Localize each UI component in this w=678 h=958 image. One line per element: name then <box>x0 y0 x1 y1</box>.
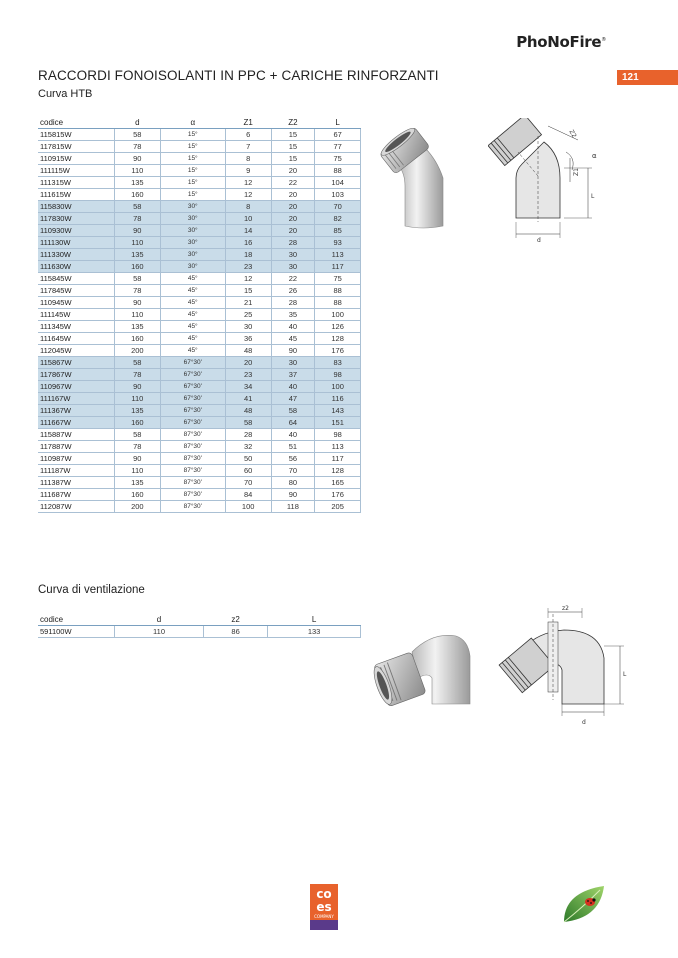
htb-table-cell: 40 <box>271 429 315 441</box>
htb-table-cell: 110945W <box>38 297 115 309</box>
htb-table-cell: 165 <box>315 477 361 489</box>
htb-table-cell: 15 <box>271 129 315 141</box>
htb-table-cell: 126 <box>315 321 361 333</box>
htb-drawing-label-z1: Z1 <box>573 168 580 176</box>
htb-table-header-cell: L <box>315 116 361 129</box>
htb-table-row <box>38 441 361 453</box>
htb-table-cell: 45° <box>160 297 225 309</box>
htb-table-cell: 26 <box>271 285 315 297</box>
htb-table-cell: 70 <box>315 201 361 213</box>
htb-table-cell: 67°30' <box>160 393 225 405</box>
ventilation-table-cell: 86 <box>204 626 268 638</box>
htb-table-row <box>38 153 361 165</box>
htb-table-cell: 87°30' <box>160 453 225 465</box>
htb-table-cell: 117 <box>315 261 361 273</box>
htb-table-cell: 40 <box>271 381 315 393</box>
htb-table-cell: 111367W <box>38 405 115 417</box>
ventilation-table-header <box>38 613 361 626</box>
htb-table-row <box>38 321 361 333</box>
htb-table-cell: 30 <box>271 249 315 261</box>
htb-table-cell: 15° <box>160 141 225 153</box>
htb-table-cell: 93 <box>315 237 361 249</box>
htb-drawing-label-d: d <box>537 237 541 244</box>
htb-table-cell: 115867W <box>38 357 115 369</box>
htb-table-row <box>38 333 361 345</box>
htb-table-cell: 90 <box>115 153 161 165</box>
htb-drawing-label-alpha: α <box>592 152 597 160</box>
htb-table-cell: 45° <box>160 333 225 345</box>
htb-table-cell: 12 <box>225 189 271 201</box>
htb-table-cell: 100 <box>315 381 361 393</box>
htb-table-cell: 23 <box>225 369 271 381</box>
htb-table-row <box>38 357 361 369</box>
htb-table-cell: 45° <box>160 309 225 321</box>
htb-table-cell: 35 <box>271 309 315 321</box>
htb-table-cell: 115887W <box>38 429 115 441</box>
htb-table-cell: 111330W <box>38 249 115 261</box>
htb-table-cell: 128 <box>315 333 361 345</box>
htb-table-cell: 135 <box>115 249 161 261</box>
htb-table-cell: 117867W <box>38 369 115 381</box>
htb-table-header-cell: d <box>115 116 161 129</box>
page-title: RACCORDI FONOISOLANTI IN PPC + CARICHE RINFORZANTI <box>38 68 439 83</box>
brand-registered-mark: ® <box>601 37 606 43</box>
htb-table-cell: 78 <box>115 141 161 153</box>
htb-table-cell: 67°30' <box>160 405 225 417</box>
htb-table-cell: 200 <box>115 501 161 513</box>
htb-table-cell: 111187W <box>38 465 115 477</box>
htb-table-cell: 110930W <box>38 225 115 237</box>
htb-table-cell: 20 <box>271 201 315 213</box>
htb-table-cell: 111130W <box>38 237 115 249</box>
htb-table-row <box>38 369 361 381</box>
htb-table-cell: 117815W <box>38 141 115 153</box>
htb-table-cell: 41 <box>225 393 271 405</box>
htb-table-cell: 113 <box>315 249 361 261</box>
htb-table-cell: 88 <box>315 165 361 177</box>
htb-table-row <box>38 405 361 417</box>
htb-table-cell: 32 <box>225 441 271 453</box>
page-number-badge: 121 <box>617 70 678 85</box>
htb-table-header-cell: codice <box>38 116 115 129</box>
htb-table-row <box>38 201 361 213</box>
ventilation-table-header-cell: codice <box>38 613 115 626</box>
htb-table-cell: 143 <box>315 405 361 417</box>
htb-table-cell: 56 <box>271 453 315 465</box>
htb-table-cell: 111145W <box>38 309 115 321</box>
htb-table-cell: 110967W <box>38 381 115 393</box>
htb-table-cell: 115830W <box>38 201 115 213</box>
htb-table-cell: 87°30' <box>160 465 225 477</box>
htb-table-cell: 176 <box>315 489 361 501</box>
htb-table-row <box>38 453 361 465</box>
htb-table-cell: 90 <box>115 297 161 309</box>
htb-table-row <box>38 177 361 189</box>
htb-table-cell: 15° <box>160 165 225 177</box>
htb-table-cell: 15 <box>271 141 315 153</box>
htb-table-cell: 30° <box>160 237 225 249</box>
htb-table-cell: 15° <box>160 129 225 141</box>
htb-table-cell: 111687W <box>38 489 115 501</box>
htb-table-cell: 135 <box>115 321 161 333</box>
htb-table-cell: 15° <box>160 153 225 165</box>
ventilation-table-cell: 133 <box>268 626 361 638</box>
htb-table-header-cell: Z1 <box>225 116 271 129</box>
htb-table-cell: 111645W <box>38 333 115 345</box>
coes-logo-line3: COMPANY <box>314 914 334 919</box>
ventilation-table-body <box>38 626 361 638</box>
htb-table-cell: 111387W <box>38 477 115 489</box>
ventilation-table-header-cell: L <box>268 613 361 626</box>
htb-table-cell: 200 <box>115 345 161 357</box>
htb-table-cell: 110987W <box>38 453 115 465</box>
htb-table-cell: 116 <box>315 393 361 405</box>
htb-table-cell: 12 <box>225 177 271 189</box>
htb-table-cell: 58 <box>115 273 161 285</box>
htb-table-cell: 45° <box>160 273 225 285</box>
htb-table-row <box>38 261 361 273</box>
htb-table-row <box>38 297 361 309</box>
htb-table-row <box>38 501 361 513</box>
ventilation-table-header-cell: d <box>115 613 204 626</box>
htb-table-cell: 7 <box>225 141 271 153</box>
htb-table-cell: 45° <box>160 321 225 333</box>
htb-table-cell: 87°30' <box>160 489 225 501</box>
htb-table-cell: 75 <box>315 273 361 285</box>
htb-table-cell: 67°30' <box>160 417 225 429</box>
htb-table-row <box>38 465 361 477</box>
ventilation-table <box>38 613 361 638</box>
htb-table-cell: 58 <box>271 405 315 417</box>
htb-table-cell: 67°30' <box>160 381 225 393</box>
htb-table-row <box>38 393 361 405</box>
htb-table-cell: 58 <box>115 201 161 213</box>
htb-table-cell: 30° <box>160 249 225 261</box>
htb-table-row <box>38 165 361 177</box>
htb-table-cell: 75 <box>315 153 361 165</box>
htb-table-cell: 48 <box>225 345 271 357</box>
ventilation-table-cell: 591100W <box>38 626 115 638</box>
brand-logo <box>516 33 606 51</box>
htb-table-cell: 30° <box>160 225 225 237</box>
htb-table-row <box>38 129 361 141</box>
htb-table-row <box>38 345 361 357</box>
htb-table-header-cell: Z2 <box>271 116 315 129</box>
htb-table-cell: 135 <box>115 405 161 417</box>
htb-table-cell: 30 <box>225 321 271 333</box>
htb-table-row <box>38 309 361 321</box>
htb-table-cell: 78 <box>115 369 161 381</box>
htb-table-cell: 34 <box>225 381 271 393</box>
htb-table-cell: 20 <box>271 213 315 225</box>
htb-table-cell: 80 <box>271 477 315 489</box>
htb-table <box>38 116 361 513</box>
ventilation-drawing-label-l: L <box>623 671 627 678</box>
ventilation-section-title: Curva di ventilazione <box>38 584 145 596</box>
htb-table-cell: 100 <box>315 309 361 321</box>
htb-table-cell: 90 <box>115 381 161 393</box>
htb-table-cell: 160 <box>115 489 161 501</box>
htb-table-cell: 28 <box>271 297 315 309</box>
htb-table-cell: 30 <box>271 261 315 273</box>
htb-table-cell: 22 <box>271 273 315 285</box>
htb-table-row <box>38 489 361 501</box>
htb-table-cell: 58 <box>115 129 161 141</box>
htb-table-cell: 111630W <box>38 261 115 273</box>
htb-table-row <box>38 213 361 225</box>
htb-table-cell: 160 <box>115 417 161 429</box>
htb-table-cell: 82 <box>315 213 361 225</box>
coes-logo <box>310 884 338 930</box>
htb-table-cell: 111167W <box>38 393 115 405</box>
htb-table-cell: 28 <box>225 429 271 441</box>
htb-table-cell: 37 <box>271 369 315 381</box>
htb-table-cell: 64 <box>271 417 315 429</box>
htb-table-cell: 88 <box>315 285 361 297</box>
htb-table-row <box>38 189 361 201</box>
htb-table-cell: 8 <box>225 153 271 165</box>
htb-table-cell: 115845W <box>38 273 115 285</box>
htb-table-cell: 90 <box>115 225 161 237</box>
htb-table-cell: 87°30' <box>160 501 225 513</box>
htb-table-cell: 111315W <box>38 177 115 189</box>
htb-table-cell: 47 <box>271 393 315 405</box>
htb-table-row <box>38 381 361 393</box>
htb-table-cell: 12 <box>225 273 271 285</box>
htb-table-cell: 110 <box>115 465 161 477</box>
htb-table-row <box>38 141 361 153</box>
htb-table-cell: 117845W <box>38 285 115 297</box>
htb-table-cell: 90 <box>115 453 161 465</box>
htb-table-cell: 77 <box>315 141 361 153</box>
ventilation-table-header-cell: z2 <box>204 613 268 626</box>
htb-table-cell: 15° <box>160 177 225 189</box>
htb-technical-drawing <box>488 118 608 244</box>
htb-table-cell: 135 <box>115 177 161 189</box>
htb-table-cell: 78 <box>115 213 161 225</box>
leaf-ladybug-logo <box>560 882 608 926</box>
coes-logo-line2: es <box>316 900 332 914</box>
htb-table-row <box>38 285 361 297</box>
ventilation-drawing-label-z2: z2 <box>562 605 569 612</box>
htb-table-cell: 6 <box>225 129 271 141</box>
htb-table-cell: 117830W <box>38 213 115 225</box>
htb-table-cell: 45° <box>160 285 225 297</box>
htb-product-photo <box>373 126 465 230</box>
htb-table-cell: 83 <box>315 357 361 369</box>
htb-table-cell: 21 <box>225 297 271 309</box>
htb-table-cell: 87°30' <box>160 429 225 441</box>
coes-logo-line1: co <box>316 887 332 901</box>
htb-table-cell: 20 <box>271 189 315 201</box>
ventilation-technical-drawing <box>490 604 630 732</box>
ventilation-table-cell: 110 <box>115 626 204 638</box>
htb-table-cell: 78 <box>115 441 161 453</box>
htb-table-cell: 51 <box>271 441 315 453</box>
section-subtitle: Curva HTB <box>38 88 93 100</box>
htb-table-cell: 14 <box>225 225 271 237</box>
htb-table-cell: 15 <box>225 285 271 297</box>
htb-table-cell: 118 <box>271 501 315 513</box>
htb-table-cell: 15 <box>271 153 315 165</box>
htb-table-cell: 20 <box>271 225 315 237</box>
htb-table-cell: 30° <box>160 201 225 213</box>
htb-table-cell: 111615W <box>38 189 115 201</box>
htb-table-cell: 45 <box>271 333 315 345</box>
htb-table-cell: 20 <box>225 357 271 369</box>
htb-table-cell: 128 <box>315 465 361 477</box>
htb-drawing-label-z2: Z2 <box>567 128 578 140</box>
htb-table-cell: 176 <box>315 345 361 357</box>
brand-name: PhoNoFire <box>516 33 602 51</box>
htb-table-cell: 60 <box>225 465 271 477</box>
htb-table-cell: 23 <box>225 261 271 273</box>
htb-table-body <box>38 129 361 513</box>
htb-table-row <box>38 249 361 261</box>
htb-table-cell: 111345W <box>38 321 115 333</box>
htb-table-cell: 18 <box>225 249 271 261</box>
htb-table-cell: 8 <box>225 201 271 213</box>
htb-table-row <box>38 417 361 429</box>
htb-table-cell: 110 <box>115 237 161 249</box>
htb-table-cell: 87°30' <box>160 477 225 489</box>
htb-table-cell: 98 <box>315 369 361 381</box>
htb-table-cell: 151 <box>315 417 361 429</box>
htb-table-cell: 30° <box>160 261 225 273</box>
htb-table-cell: 45° <box>160 345 225 357</box>
htb-table-cell: 22 <box>271 177 315 189</box>
htb-table-cell: 160 <box>115 261 161 273</box>
htb-table-cell: 9 <box>225 165 271 177</box>
htb-table-cell: 90 <box>271 345 315 357</box>
htb-table-row <box>38 225 361 237</box>
htb-table-cell: 100 <box>225 501 271 513</box>
htb-table-cell: 58 <box>115 429 161 441</box>
htb-table-cell: 25 <box>225 309 271 321</box>
htb-table-cell: 15° <box>160 189 225 201</box>
htb-table-cell: 160 <box>115 189 161 201</box>
htb-table-cell: 110 <box>115 393 161 405</box>
htb-table-cell: 88 <box>315 297 361 309</box>
htb-table-cell: 112045W <box>38 345 115 357</box>
htb-table-cell: 48 <box>225 405 271 417</box>
htb-table-cell: 40 <box>271 321 315 333</box>
ventilation-drawing-label-d: d <box>582 719 586 726</box>
htb-table-header <box>38 116 361 129</box>
htb-table-cell: 205 <box>315 501 361 513</box>
htb-table-cell: 70 <box>271 465 315 477</box>
htb-table-cell: 90 <box>271 489 315 501</box>
htb-table-row <box>38 273 361 285</box>
htb-table-cell: 67°30' <box>160 369 225 381</box>
htb-table-cell: 16 <box>225 237 271 249</box>
htb-table-cell: 117887W <box>38 441 115 453</box>
htb-table-cell: 36 <box>225 333 271 345</box>
htb-table-cell: 85 <box>315 225 361 237</box>
htb-table-cell: 113 <box>315 441 361 453</box>
htb-table-row <box>38 477 361 489</box>
htb-table-cell: 103 <box>315 189 361 201</box>
htb-drawing-label-l: L <box>591 193 595 200</box>
htb-table-cell: 135 <box>115 477 161 489</box>
htb-table-cell: 70 <box>225 477 271 489</box>
htb-table-cell: 28 <box>271 237 315 249</box>
htb-table-cell: 111667W <box>38 417 115 429</box>
htb-table-cell: 58 <box>225 417 271 429</box>
htb-table-cell: 110915W <box>38 153 115 165</box>
htb-table-cell: 30° <box>160 213 225 225</box>
htb-table-cell: 30 <box>271 357 315 369</box>
htb-table-header-cell: α <box>160 116 225 129</box>
htb-table-cell: 67°30' <box>160 357 225 369</box>
htb-table-cell: 84 <box>225 489 271 501</box>
htb-table-cell: 58 <box>115 357 161 369</box>
htb-table-cell: 111115W <box>38 165 115 177</box>
htb-table-row <box>38 237 361 249</box>
htb-table-cell: 87°30' <box>160 441 225 453</box>
htb-table-cell: 98 <box>315 429 361 441</box>
htb-table-cell: 104 <box>315 177 361 189</box>
htb-table-row <box>38 429 361 441</box>
htb-table-cell: 110 <box>115 309 161 321</box>
htb-table-cell: 112087W <box>38 501 115 513</box>
htb-table-cell: 78 <box>115 285 161 297</box>
htb-table-cell: 50 <box>225 453 271 465</box>
htb-table-cell: 110 <box>115 165 161 177</box>
htb-table-cell: 67 <box>315 129 361 141</box>
htb-table-cell: 115815W <box>38 129 115 141</box>
htb-table-cell: 117 <box>315 453 361 465</box>
ventilation-product-photo <box>372 622 474 708</box>
ventilation-table-row <box>38 626 361 638</box>
htb-table-cell: 10 <box>225 213 271 225</box>
htb-table-cell: 20 <box>271 165 315 177</box>
htb-table-cell: 160 <box>115 333 161 345</box>
